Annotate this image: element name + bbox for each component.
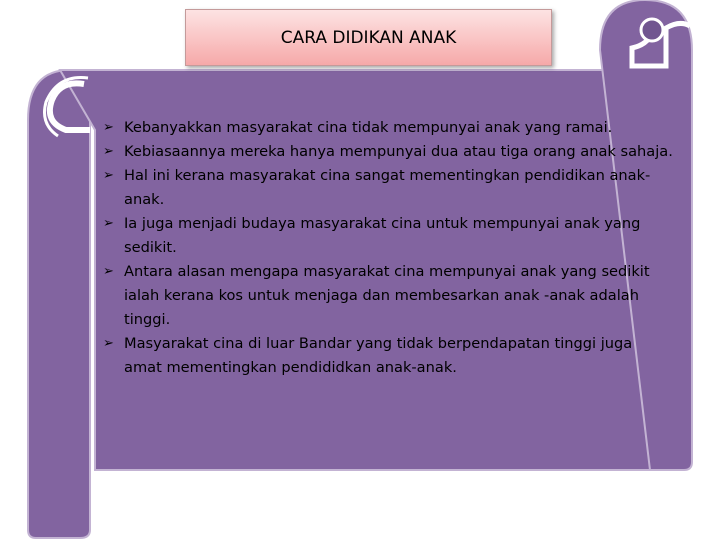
title-banner (185, 9, 552, 66)
bullet-text: Ia juga menjadi budaya masyarakat cina untuk mempunyai anak yang sedikit. (124, 215, 641, 256)
arrowhead-bullet-icon: ➢ (103, 336, 114, 351)
arrowhead-bullet-icon: ➢ (103, 144, 114, 159)
arrowhead-bullet-icon: ➢ (103, 168, 114, 183)
bullet-list (103, 116, 673, 380)
arrowhead-bullet-icon: ➢ (103, 120, 114, 135)
page-title: CARA DIDIKAN ANAK (280, 27, 457, 48)
bullet-item (103, 140, 673, 164)
bullet-item (103, 332, 673, 380)
arrowhead-bullet-icon: ➢ (103, 216, 114, 231)
bullet-text: Kebanyakkan masyarakat cina tidak mempunyai anak yang ramai. (124, 119, 613, 136)
bullet-text: Hal ini kerana masyarakat cina sangat mementingkan pendidikan anak-anak. (124, 167, 651, 208)
bullet-text: Antara alasan mengapa masyarakat cina mempunyai anak yang sedikit ialah kerana kos untuk menjaga dan membesarkan anak -anak adalah tinggi. (124, 263, 650, 328)
arrowhead-bullet-icon: ➢ (103, 264, 114, 279)
bullet-text: Kebiasaannya mereka hanya mempunyai dua atau tiga orang anak sahaja. (124, 143, 673, 160)
bullet-item (103, 116, 673, 140)
scroll-curl-knob (641, 19, 663, 41)
bullet-item (103, 212, 673, 260)
bullet-item (103, 260, 673, 332)
bullet-item (103, 164, 673, 212)
bullet-text: Masyarakat cina di luar Bandar yang tidak berpendapatan tinggi juga amat mementingkan pendididkan anak-anak. (124, 335, 633, 376)
